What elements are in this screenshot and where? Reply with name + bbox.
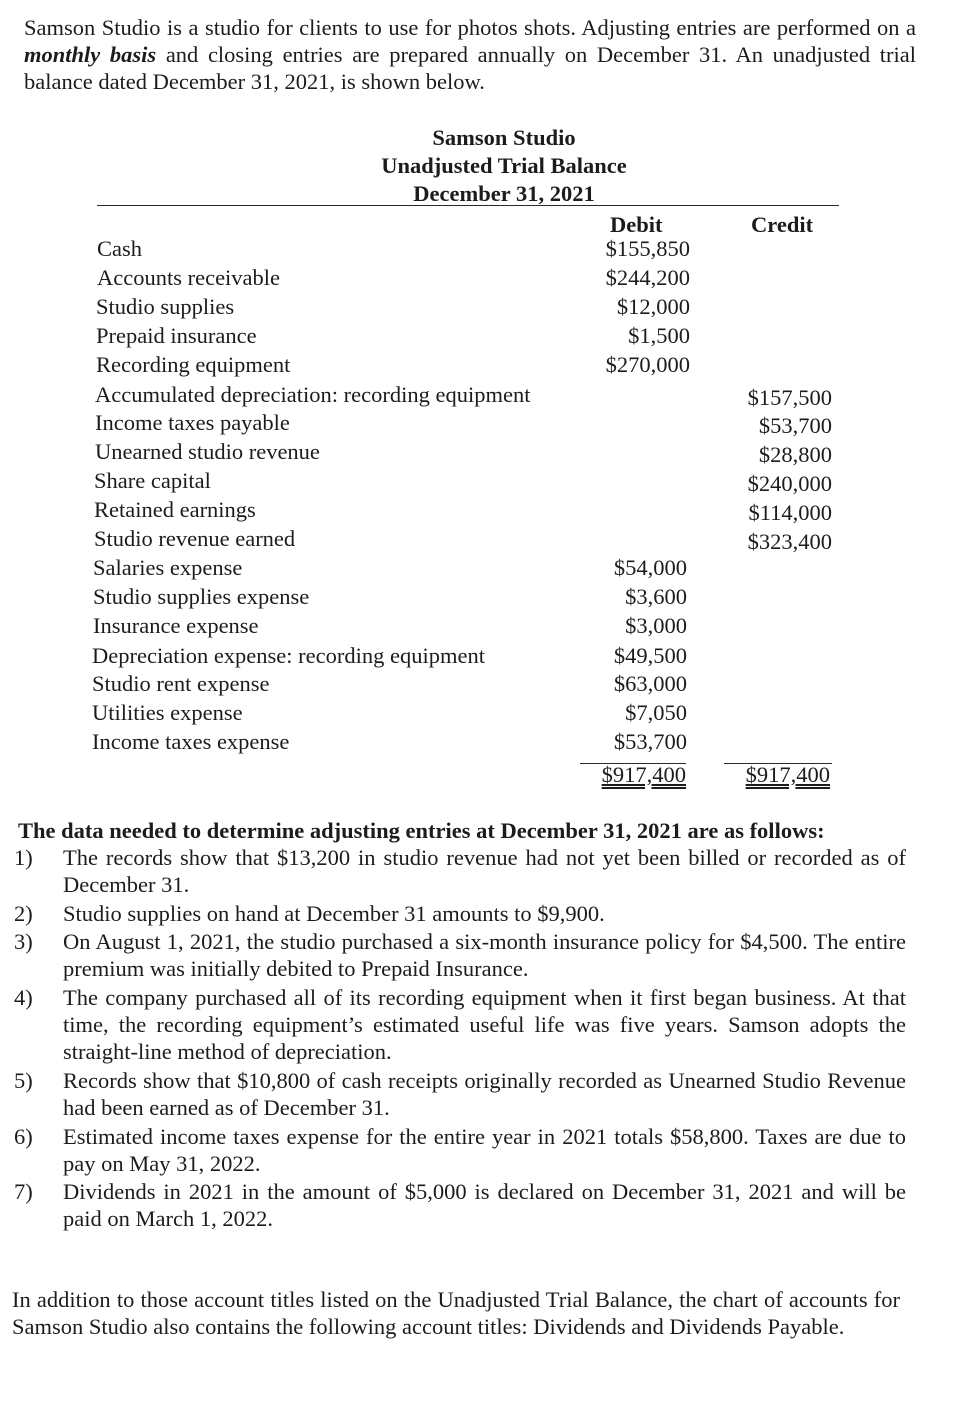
credit-amount: $240,000 bbox=[747, 471, 832, 496]
account-name: Unearned studio revenue bbox=[95, 439, 320, 464]
debit-amount: $270,000 bbox=[605, 352, 690, 377]
adjustment-text: Estimated income taxes expense for the entire year in 2021 totals $58,800. Taxes are due to pay on May 31, 2022. bbox=[63, 1124, 906, 1176]
debit-amount: $63,000 bbox=[613, 671, 687, 696]
account-name: Studio rent expense bbox=[92, 671, 270, 696]
account-name: Studio supplies expense bbox=[93, 584, 310, 609]
debit-amount: $244,200 bbox=[605, 265, 690, 290]
adjustments-title: The data needed to determine adjusting entries at December 31, 2021 are as follows: bbox=[18, 818, 825, 843]
tb-row bbox=[0, 265, 974, 294]
tb-row bbox=[0, 236, 974, 265]
account-name: Utilities expense bbox=[92, 700, 243, 725]
tb-row bbox=[0, 323, 974, 352]
debit-amount: $155,850 bbox=[605, 236, 690, 261]
tb-row bbox=[0, 497, 974, 526]
account-name: Studio revenue earned bbox=[94, 526, 296, 551]
account-name: Accumulated depreciation: recording equipment bbox=[95, 382, 531, 407]
credit-amount: $114,000 bbox=[748, 500, 832, 525]
debit-amount: $3,600 bbox=[625, 584, 687, 609]
account-name: Prepaid insurance bbox=[96, 323, 257, 348]
tb-row bbox=[0, 468, 974, 497]
tb-row bbox=[0, 613, 974, 642]
tb-row bbox=[0, 700, 974, 729]
adjustment-text: Studio supplies on hand at December 31 amounts to $9,900. bbox=[63, 901, 605, 926]
debit-amount: $12,000 bbox=[616, 294, 690, 319]
debit-total: $917,400 bbox=[601, 762, 686, 787]
credit-amount: $157,500 bbox=[747, 385, 832, 410]
adjustment-text: On August 1, 2021, the studio purchased a six-month insurance policy for $4,500. The entire premium was initially debited to Prepaid Insurance. bbox=[63, 929, 906, 981]
tb-row bbox=[0, 729, 974, 758]
debit-amount: $49,500 bbox=[613, 643, 687, 668]
adjustment-number: 1) bbox=[14, 845, 33, 870]
header-rule bbox=[97, 205, 839, 206]
tb-row bbox=[0, 671, 974, 700]
tb-row bbox=[0, 352, 974, 381]
adjustment-number: 7) bbox=[14, 1179, 33, 1204]
statement-date: December 31, 2021 bbox=[413, 181, 595, 206]
credit-amount: $323,400 bbox=[747, 529, 832, 554]
account-name: Salaries expense bbox=[93, 555, 243, 580]
adjustment-text: Dividends in 2021 in the amount of $5,000 is declared on December 31, 2021 and will be paid on March 1, 2022. bbox=[63, 1179, 906, 1231]
adjustment-number: 4) bbox=[14, 985, 33, 1010]
account-name: Studio supplies bbox=[96, 294, 235, 319]
adjustment-text: The company purchased all of its recording equipment when it first began business. At that time, the recording equipment’s estimated useful life was five years. Samson adopts the straight-line method of depreciation. bbox=[63, 985, 906, 1064]
debit-amount: $7,050 bbox=[625, 700, 687, 725]
tb-row bbox=[0, 382, 974, 411]
debit-amount: $3,000 bbox=[625, 613, 687, 638]
adjustment-number: 3) bbox=[14, 929, 33, 954]
tb-row bbox=[0, 410, 974, 439]
debit-column-header: Debit bbox=[610, 212, 663, 237]
intro-paragraph bbox=[24, 14, 916, 95]
tb-row bbox=[0, 643, 974, 672]
statement-title: Unadjusted Trial Balance bbox=[381, 153, 627, 178]
tb-row bbox=[0, 439, 974, 468]
adjustment-number: 2) bbox=[14, 901, 33, 926]
intro-text-1: Samson Studio is a studio for clients to use for photos shots. Adjusting entries are performed on a bbox=[24, 15, 916, 40]
tb-row bbox=[0, 526, 974, 555]
adjustment-number: 5) bbox=[14, 1068, 33, 1093]
credit-column-header: Credit bbox=[751, 212, 814, 237]
account-name: Cash bbox=[97, 236, 142, 261]
trial-balance-heading bbox=[304, 124, 704, 208]
adjustment-number: 6) bbox=[14, 1124, 33, 1149]
closing-paragraph: In addition to those account titles listed on the Unadjusted Trial Balance, the chart of accounts for Samson Studio also contains the following account titles: Dividends and Dividends Payable. bbox=[12, 1287, 900, 1339]
company-name: Samson Studio bbox=[432, 125, 576, 150]
account-name: Retained earnings bbox=[94, 497, 256, 522]
adjustment-text: Records show that $10,800 of cash receipts originally recorded as Unearned Studio Revenue had been earned as of December 31. bbox=[63, 1068, 906, 1120]
credit-amount: $28,800 bbox=[758, 442, 832, 467]
debit-amount: $54,000 bbox=[613, 555, 687, 580]
debit-amount: $53,700 bbox=[613, 729, 687, 754]
account-name: Depreciation expense: recording equipment bbox=[92, 643, 485, 668]
account-name: Insurance expense bbox=[93, 613, 259, 638]
intro-emphasis: monthly basis bbox=[24, 42, 157, 67]
credit-total: $917,400 bbox=[745, 762, 830, 787]
account-name: Recording equipment bbox=[96, 352, 291, 377]
tb-row bbox=[0, 294, 974, 323]
adjustment-text: The records show that $13,200 in studio revenue had not yet been billed or recorded as of December 31. bbox=[63, 845, 906, 897]
account-name: Income taxes expense bbox=[92, 729, 290, 754]
tb-row bbox=[0, 584, 974, 613]
account-name: Accounts receivable bbox=[97, 265, 281, 290]
account-name: Income taxes payable bbox=[95, 410, 290, 435]
account-name: Share capital bbox=[94, 468, 211, 493]
intro-text-2: and closing entries are prepared annually on December 31. An unadjusted trial balance dated December 31, 2021, is shown below. bbox=[24, 42, 916, 94]
debit-amount: $1,500 bbox=[628, 323, 690, 348]
tb-row bbox=[0, 555, 974, 584]
total-row bbox=[0, 762, 974, 791]
credit-amount: $53,700 bbox=[758, 413, 832, 438]
